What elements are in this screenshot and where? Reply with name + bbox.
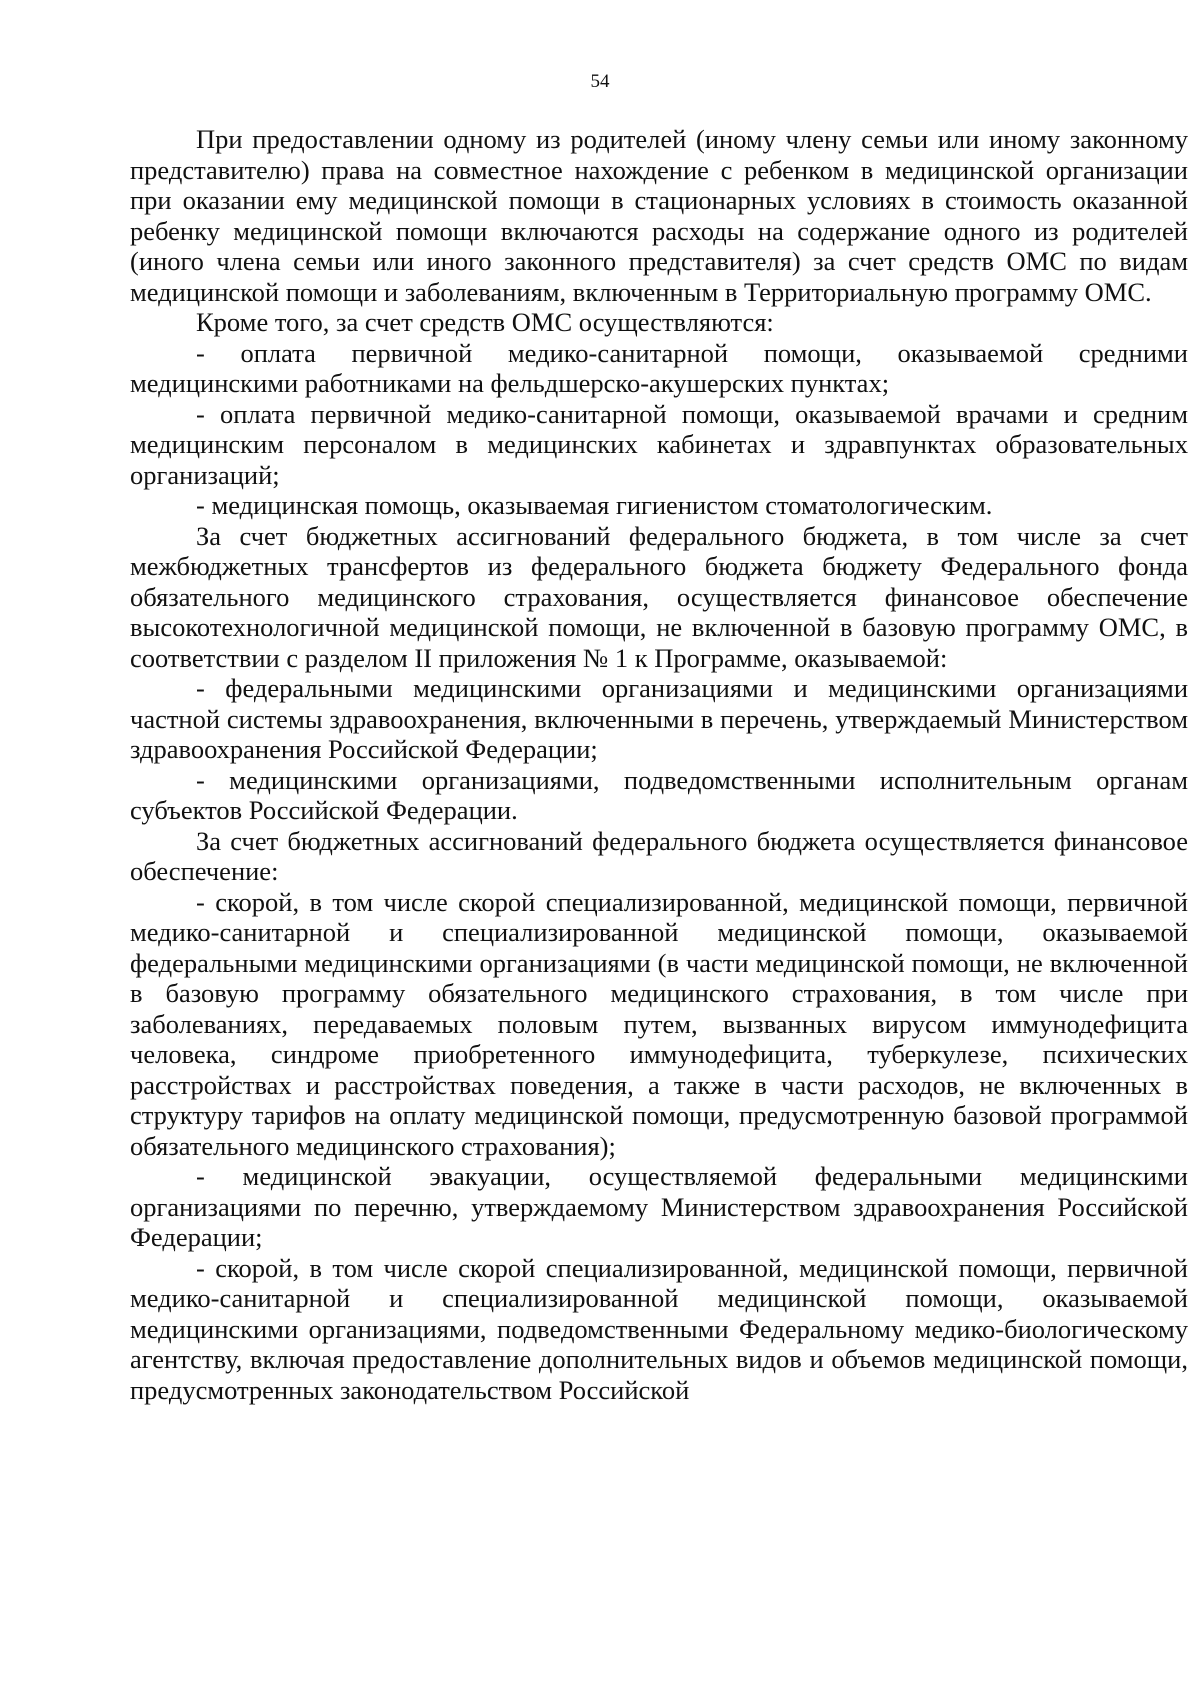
document-body bbox=[130, 124, 1188, 1405]
paragraph-oms-also: Кроме того, за счет средств ОМС осуществляются: bbox=[196, 307, 774, 337]
page-number: 54 bbox=[590, 71, 610, 92]
paragraph-federal-financing: За счет бюджетных ассигнований федерального бюджета осуществляется финансовое обеспечение: bbox=[130, 825, 1188, 886]
list-item-fmba: - скорой, в том числе скорой специализированной, медицинской помощи, первичной медико-санитарной и специализированной медицинской помощи, оказываемой медицинскими организациями, подведомственными Федеральному медико-биологическому агентству, включая предоставление дополнительных видов и объемов медицинской помощи, предусмотренных законодательством Российской bbox=[130, 1252, 1188, 1405]
list-item-emergency-federal: - скорой, в том числе скорой специализированной, медицинской помощи, первичной медико-санитарной и специализированной медицинской помощи, оказываемой федеральными медицинскими организациями (в части медицинской помощи, не включенной в базовую программу обязательного медицинского страхования, в том числе при заболеваниях, передаваемых половым путем, вызванных вирусом иммунодефицита человека, синдроме приобретенного иммунодефицита, туберкулезе, психических расстройствах и расстройствах поведения, а также в части расходов, не включенных в структуру тарифов на оплату медицинской помощи, предусмотренную базовой программой обязательного медицинского страхования); bbox=[130, 886, 1188, 1161]
paragraph-parent-stay: При предоставлении одному из родителей (иному члену семьи или иному законному представителю) права на совместное нахождение с ребенком в медицинской организации при оказании ему медицинской помощи в стационарных условиях в стоимость оказанной ребенку медицинской помощи включаются расходы на содержание одного из родителей (иного члена семьи или иного законного представителя) за счет средств ОМС по видам медицинской помощи и заболеваниям, включенным в Территориальную программу ОМС. bbox=[130, 124, 1188, 307]
list-item-dental-hygienist: - медицинская помощь, оказываемая гигиенистом стоматологическим. bbox=[196, 490, 993, 520]
paragraph-federal-high-tech: За счет бюджетных ассигнований федерального бюджета, в том числе за счет межбюджетных трансфертов из федерального бюджета бюджету Федерального фонда обязательного медицинского страхования, осуществляется финансовое обеспечение высокотехнологичной медицинской помощи, не включенной в базовую программу ОМС, в соответствии с разделом II приложения № 1 к Программе, оказываемой: bbox=[130, 520, 1188, 673]
list-item-federal-orgs: - федеральными медицинскими организациями и медицинскими организациями частной системы здравоохранения, включенными в перечень, утверждаемый Министерством здравоохранения Российской Федерации; bbox=[130, 673, 1188, 764]
list-item-subject-orgs: - медицинскими организациями, подведомственными исполнительным органам субъектов Российской Федерации. bbox=[130, 764, 1188, 825]
list-item-feldsher: - оплата первичной медико-санитарной помощи, оказываемой средними медицинскими работниками на фельдшерско-акушерских пунктах; bbox=[130, 337, 1188, 398]
list-item-school-medical: - оплата первичной медико-санитарной помощи, оказываемой врачами и средним медицинским персоналом в медицинских кабинетах и здравпунктах образовательных организаций; bbox=[130, 398, 1188, 490]
list-item-evacuation: - медицинской эвакуации, осуществляемой федеральными медицинскими организациями по перечню, утверждаемому Министерством здравоохранения Российской Федерации; bbox=[130, 1161, 1188, 1252]
